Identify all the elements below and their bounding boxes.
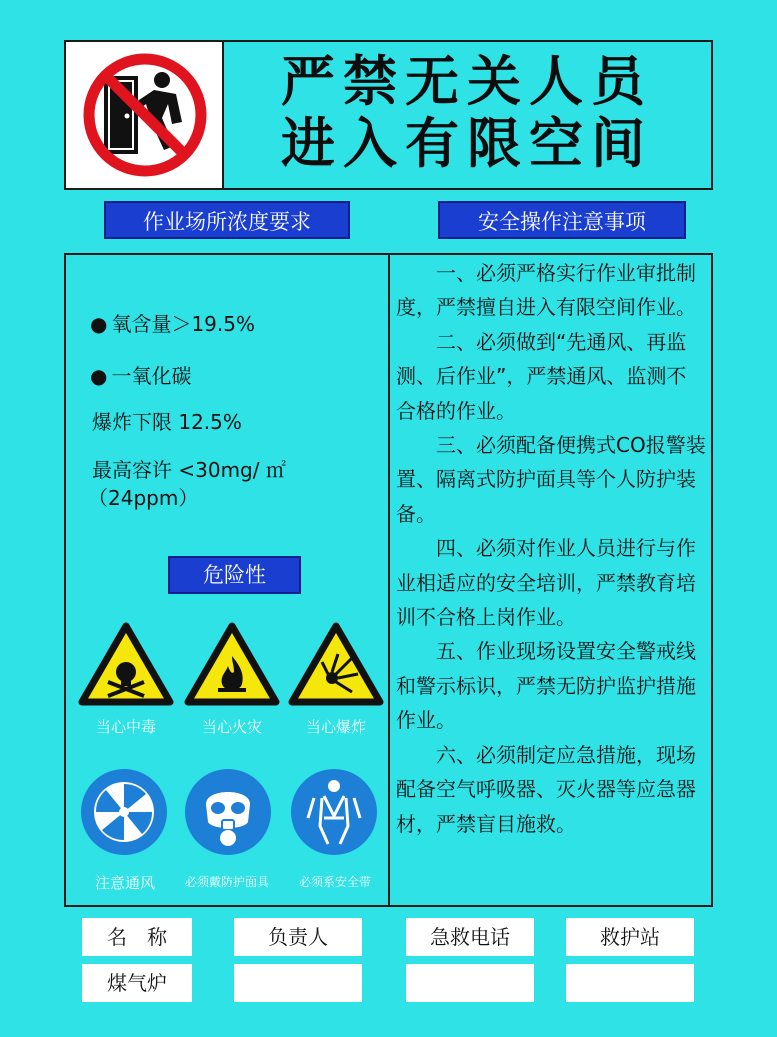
safety-notes-header: 安全操作注意事项	[438, 201, 686, 239]
title-line-1: 严禁无关人员	[281, 49, 653, 113]
page-title	[232, 50, 702, 174]
safety-note-5: 五、作业现场设置安全警戒线和警示标识，严禁无防护监护措施作业。	[396, 639, 696, 733]
safety-harness-icon	[290, 768, 378, 856]
safety-note-6: 六、必须制定应急措施，现场配备空气呼吸器、灭火器等应急器材，严禁盲目施救。	[396, 742, 696, 836]
gas-mask-icon	[184, 768, 272, 856]
poison-warning-label: 当心中毒	[95, 718, 156, 736]
safety-note-4: 四、必须对作业人员进行与作业相适应的安全培训，严禁教育培训不合格上岗作业。	[396, 536, 696, 630]
safety-note-1: 一、必须严格实行作业审批制度，严禁擅自进入有限空间作业。	[396, 261, 696, 320]
safety-notes-list	[396, 256, 706, 841]
oxygen-requirement: ● 氧含量＞19.5%	[90, 311, 255, 337]
co-label: ● 一氧化碳	[90, 363, 191, 389]
ventilation-icon	[80, 768, 168, 856]
safety-note-3: 三、必须配备便携式CO报警装置、隔离式防护面具等个人防护装备。	[396, 433, 706, 526]
no-entry-icon	[66, 42, 224, 188]
title-line-2: 进入有限空间	[281, 111, 653, 175]
max-allowance-ppm: （24ppm）	[88, 486, 199, 510]
safety-note-2: 二、必须做到“先通风、再监测、后作业”，严禁通风、监测不合格的作业。	[396, 329, 687, 423]
table-header-rescue-station: 救护站	[566, 918, 694, 956]
table-header-responsible: 负责人	[234, 918, 362, 956]
poison-warning-icon	[78, 622, 174, 708]
table-header-emergency-phone: 急救电话	[406, 918, 534, 956]
table-cell-rescue-station	[566, 964, 694, 1002]
danger-header: 危险性	[168, 556, 301, 594]
fire-warning-label: 当心火灾	[201, 718, 262, 736]
concentration-header: 作业场所浓度要求	[104, 201, 350, 239]
ventilation-label: 注意通风	[94, 874, 155, 892]
table-cell-responsible	[234, 964, 362, 1002]
max-allowance: 最高容许 <30mg/ ㎡	[92, 458, 286, 482]
column-divider	[388, 253, 390, 907]
explosion-limit: 爆炸下限 12.5%	[92, 410, 242, 434]
safety-harness-label: 必须系安全带	[298, 875, 371, 889]
explosion-warning-label: 当心爆炸	[305, 718, 366, 736]
gas-mask-label: 必须戴防护面具	[184, 875, 269, 889]
table-header-name: 名 称	[82, 918, 192, 956]
fire-warning-icon	[184, 622, 280, 708]
table-cell-name: 煤气炉	[82, 964, 192, 1002]
table-cell-emergency-phone	[406, 964, 534, 1002]
explosion-warning-icon	[288, 622, 384, 708]
